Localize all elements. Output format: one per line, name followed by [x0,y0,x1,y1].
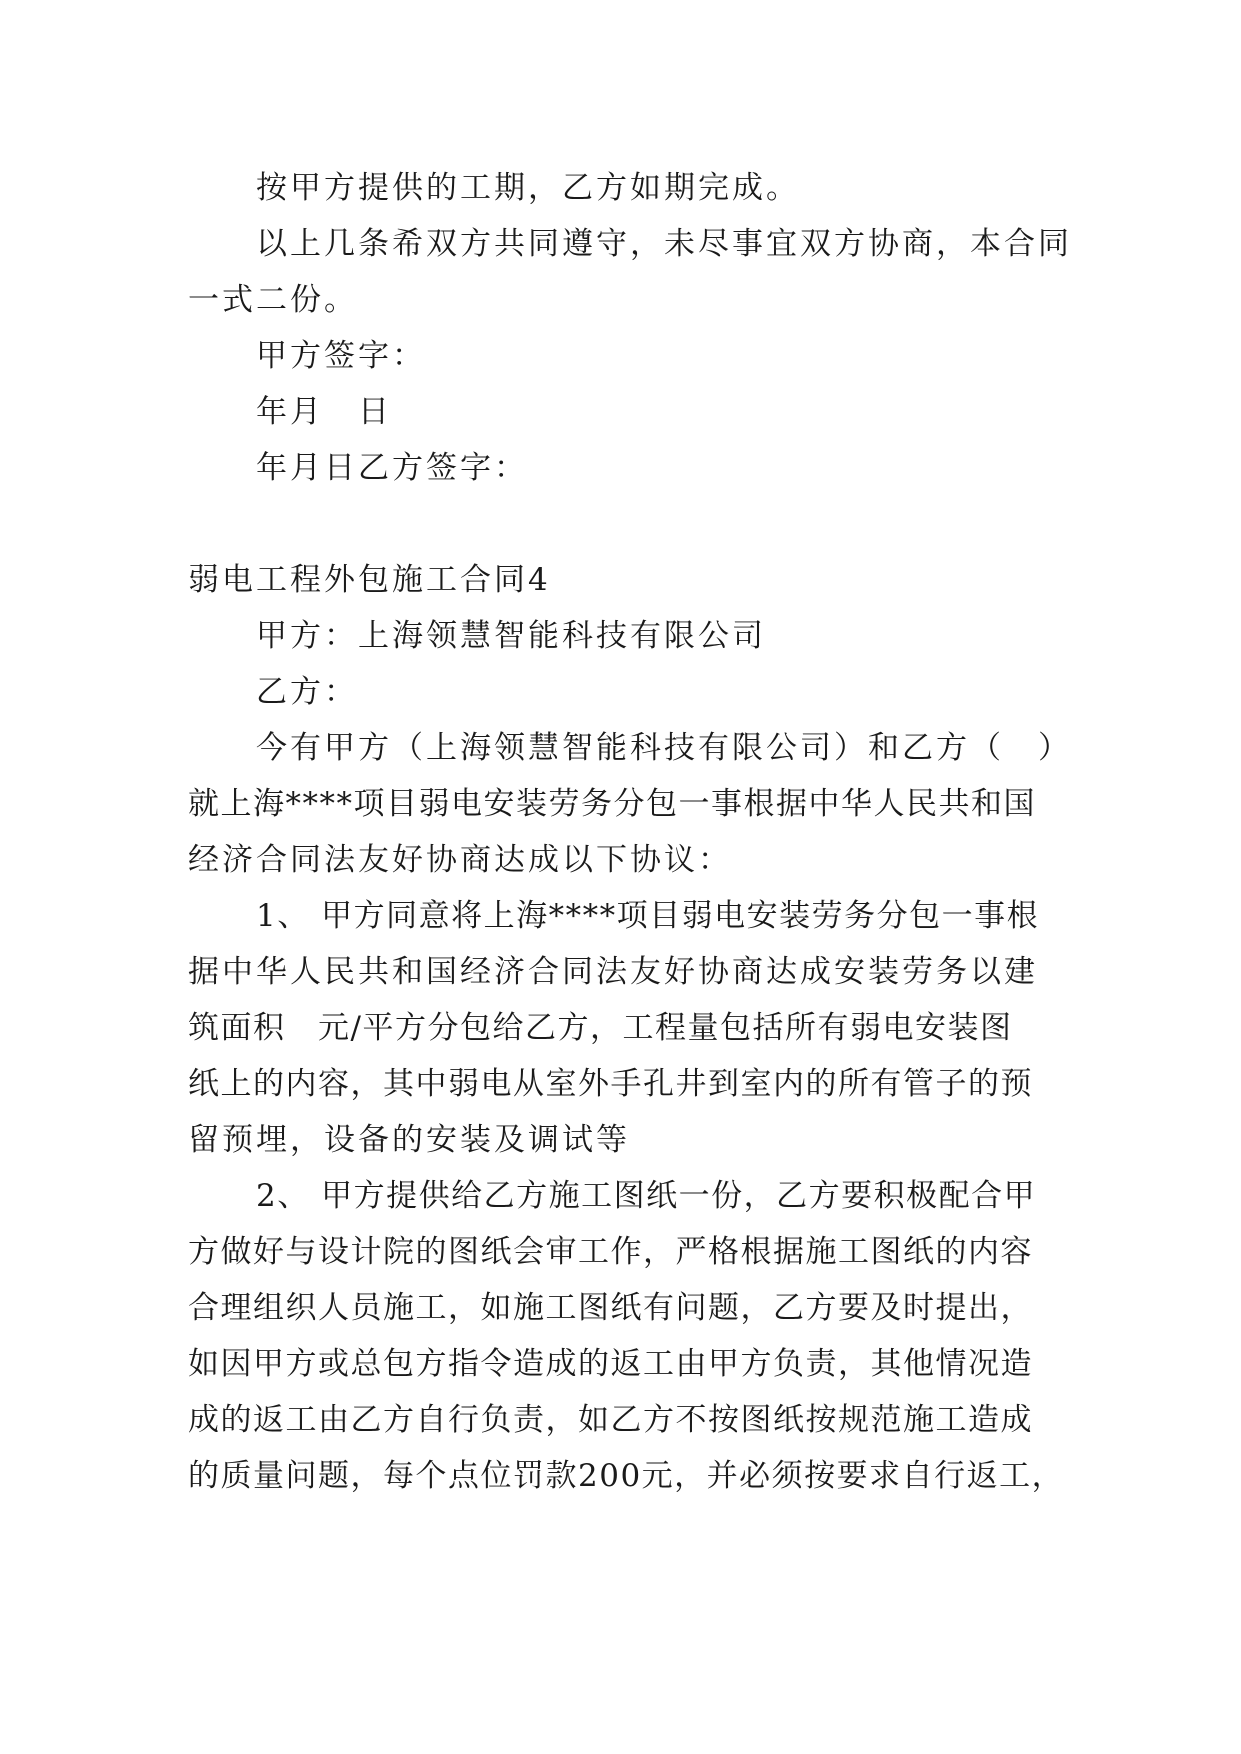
signature-line-party-a: 甲方签字： [256,338,426,374]
clause-2-line: 的质量问题，每个点位罚款200元，并必须按要求自行返工， [188,1458,1065,1494]
clause-1-line: 1、 甲方同意将上海****项目弱电安装劳务分包一事根 [256,898,1040,934]
clause-2-line: 方做好与设计院的图纸会审工作，严格根据施工图纸的内容 [188,1234,1033,1270]
clause-1-line: 据中华人民共和国经济合同法友好协商达成安装劳务以建 [188,954,1038,990]
clause-2-line: 如因甲方或总包方指令造成的返工由甲方负责，其他情况造 [188,1346,1033,1382]
party-a-line: 甲方：上海领慧智能科技有限公司 [256,618,766,654]
clause-1-line: 筑面积 元/平方分包给乙方，工程量包括所有弱电安装图 [188,1010,1013,1046]
clause-1-line: 纸上的内容，其中弱电从室外手孔井到室内的所有管子的预 [188,1066,1033,1102]
section-title: 弱电工程外包施工合同4 [188,562,551,598]
clause-2-line: 合理组织人员施工，如施工图纸有问题，乙方要及时提出， [188,1290,1033,1326]
party-b-line: 乙方： [256,674,358,710]
clause-2-line: 成的返工由乙方自行负责，如乙方不按图纸按规范施工造成 [188,1402,1033,1438]
paragraph-line: 一式二份。 [188,282,358,318]
paragraph-line: 就上海****项目弱电安装劳务分包一事根据中华人民共和国 [188,786,1036,822]
clause-2-line: 2、 甲方提供给乙方施工图纸一份，乙方要积极配合甲 [256,1178,1037,1214]
date-line: 年月 日 [256,394,392,430]
paragraph-line: 以上几条希双方共同遵守，未尽事宜双方协商，本合同 [256,226,1072,262]
paragraph-line: 今有甲方（上海领慧智能科技有限公司）和乙方（ ） [256,730,1072,766]
clause-1-line: 留预埋，设备的安装及调试等 [188,1122,630,1158]
paragraph-line: 按甲方提供的工期，乙方如期完成。 [256,170,800,206]
signature-line-party-b: 年月日乙方签字： [256,450,528,486]
paragraph-line: 经济合同法友好协商达成以下协议： [188,842,732,878]
